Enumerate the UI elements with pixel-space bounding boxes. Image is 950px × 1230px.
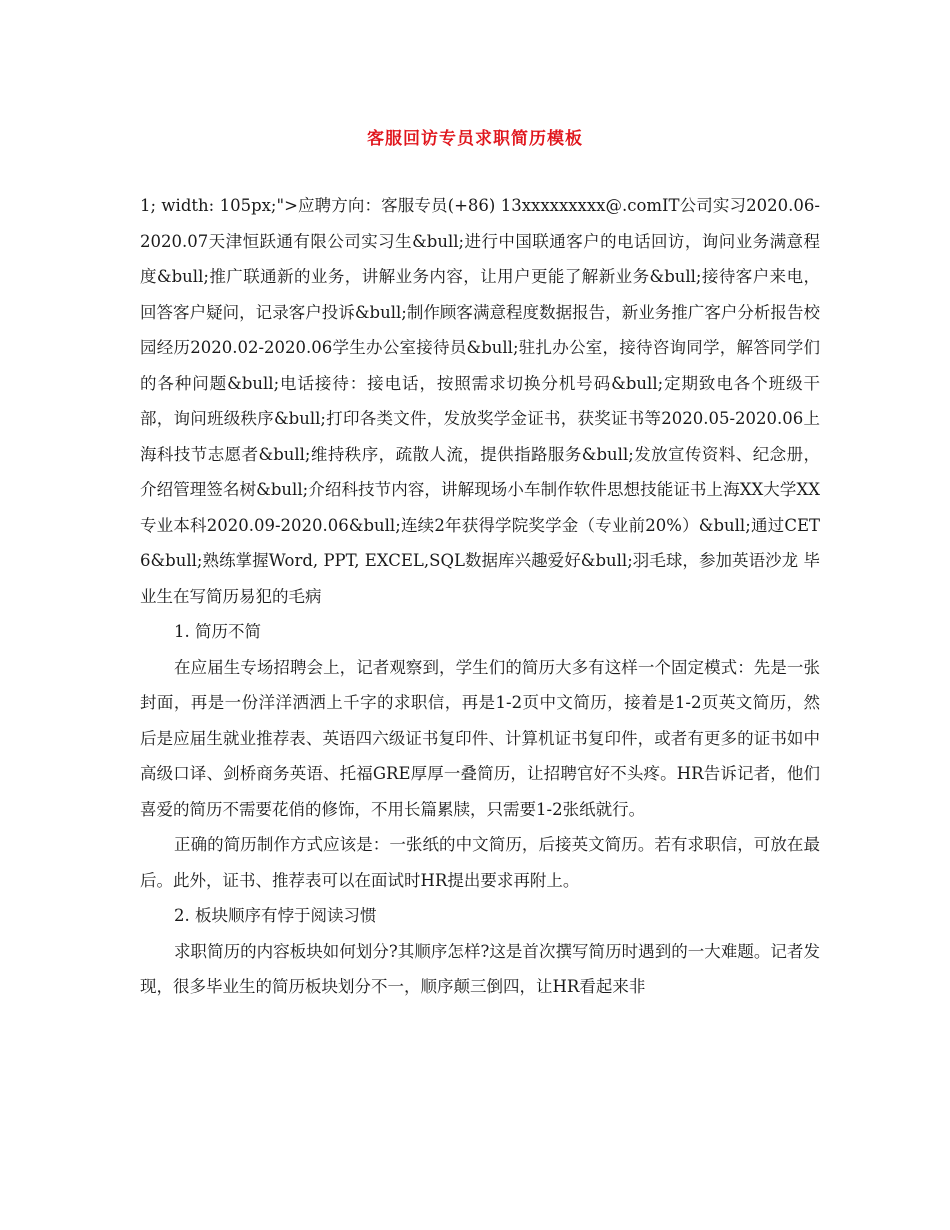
section-heading-2: 2. 板块顺序有悖于阅读习惯: [174, 906, 377, 925]
document-body: [140, 188, 820, 1005]
body-paragraph: 在应届生专场招聘会上，记者观察到，学生们的简历大多有这样一个固定模式：先是一张封面，再是一份洋洋洒洒上千字的求职信，再是1-2页中文简历，接着是1-2页英文简历，然后是应届生就业推荐表、英语四六级证书复印件、计算机证书复印件，或者有更多的证书如中高级口译、剑桥商务英语、托福GRE厚厚一叠简历，让招聘官好不头疼。HR告诉记者，他们喜爱的简历不需要花俏的修饰，不用长篇累牍，只需要1-2张纸就行。: [140, 657, 820, 819]
section-heading-1: 1. 简历不简: [174, 622, 261, 641]
body-paragraph: 正确的简历制作方式应该是：一张纸的中文简历，后接英文简历。若有求职信，可放在最后。此外，证书、推荐表可以在面试时HR提出要求再附上。: [140, 835, 820, 890]
body-paragraph: 求职简历的内容板块如何划分?其顺序怎样?这是首次撰写简历时遇到的一大难题。记者发现，很多毕业生的简历板块划分不一，顺序颠三倒四，让HR看起来非: [140, 941, 820, 996]
document-title: 客服回访专员求职简历模板: [367, 129, 583, 149]
resume-paragraph: 1; width: 105px;">应聘方向：客服专员(+86) 13xxxxxxxxx@.comIT公司实习2020.06-2020.07天津恒跃通有限公司实习生&bull;进行中国联通客户的电话回访，询问业务满意程度&bull;推广联通新的业务，讲解业务内容，让用户更能了解新业务&bull;接待客户来电，回答客户疑问，记录客户投诉&bull;制作顾客满意程度数据报告，新业务推广客户分析报告校园经历2020.02-2020.06学生办公室接待员&bull;驻扎办公室，接待咨询同学，解答同学们的各种问题&bull;电话接待：接电话，按照需求切换分机号码&bull;定期致电各个班级干部，询问班级秩序&bull;打印各类文件，发放奖学金证书，获奖证书等2020.05-2020.06上海科技节志愿者&bull;维持秩序，疏散人流，提供指路服务&bull;发放宣传资料、纪念册，介绍管理签名树&bull;介绍科技节内容，讲解现场小车制作软件思想技能证书上海XX大学XX专业本科2020.09-2020.06&bull;连续2年获得学院奖学金（专业前20%）&bull;通过CET6&bull;熟练掌握Word, PPT, EXCEL,SQL数据库兴趣爱好&bull;羽毛球，参加英语沙龙 毕业生在写简历易犯的毛病: [140, 196, 820, 606]
